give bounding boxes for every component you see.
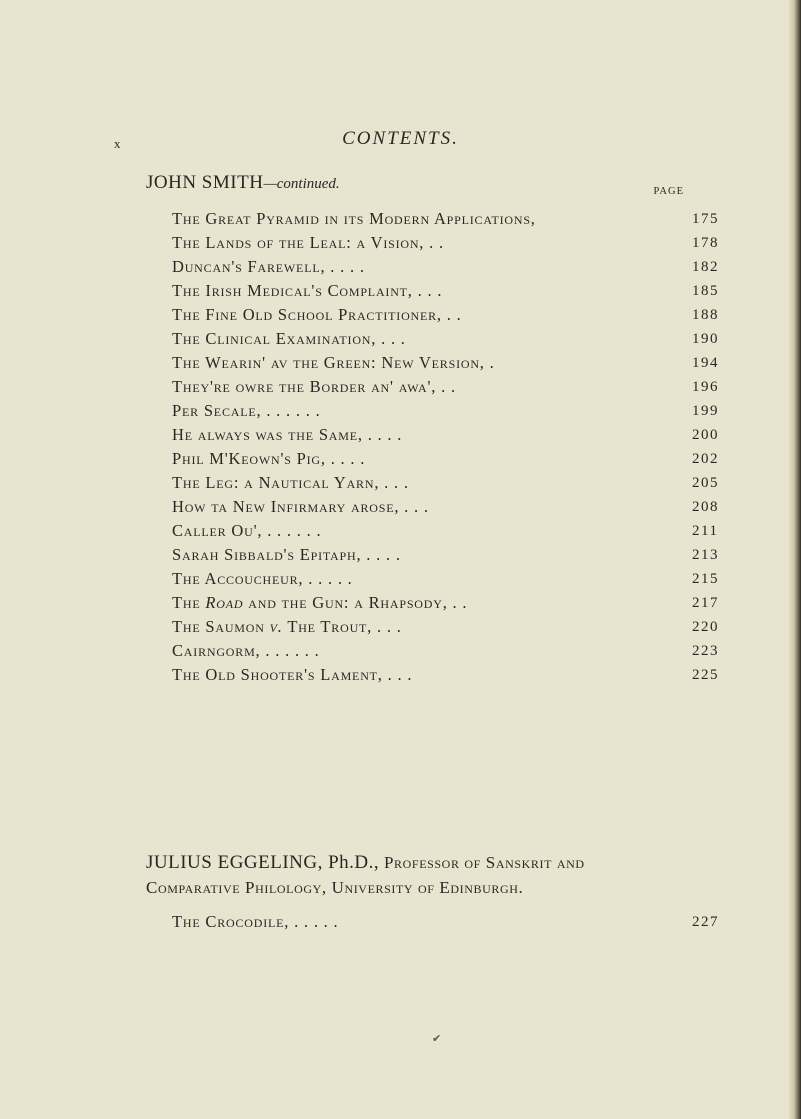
- contents-entry: [172, 447, 732, 471]
- entry-title-part: The Saumon: [172, 617, 270, 636]
- entry-page: 190: [692, 331, 719, 347]
- contents-list: [172, 910, 732, 934]
- entry-title: The Old Shooter's Lament, . . .: [172, 665, 413, 684]
- entry-page: 213: [692, 547, 719, 563]
- contents-entry: [172, 255, 732, 279]
- entry-page: 208: [692, 499, 719, 515]
- contents-entry: [172, 519, 732, 543]
- page-number: x: [114, 136, 122, 151]
- entry-title: Duncan's Farewell, . . . .: [172, 257, 365, 276]
- entry-title: The Lands of the Leal: a Vision, . .: [172, 233, 444, 252]
- entry-title: How ta New Infirmary arose, . . .: [172, 497, 429, 516]
- entry-title: Cairngorm, . . . . . .: [172, 641, 320, 660]
- entry-page: 200: [692, 427, 719, 443]
- contents-entry: [172, 231, 732, 255]
- contents-entry: [172, 639, 732, 663]
- entry-title: [172, 593, 467, 612]
- stray-ink-mark: ✔: [432, 1033, 442, 1045]
- contents-entry: [172, 910, 732, 934]
- author-affiliation-cont: Comparative Philology, University of Edinburgh.: [146, 878, 524, 897]
- entry-page: 227: [692, 914, 719, 930]
- entry-page: 215: [692, 571, 719, 587]
- entry-title: Per Secale, . . . . . .: [172, 401, 321, 420]
- entry-title-part: The Trout, . . .: [282, 617, 402, 636]
- contents-entry: [172, 663, 732, 687]
- contents-entry: [172, 399, 732, 423]
- entry-title: The Accoucheur, . . . . .: [172, 569, 353, 588]
- running-header: [0, 128, 801, 158]
- contents-entry: [172, 207, 732, 231]
- author-name: JULIUS EGGELING, Ph.D.,: [146, 852, 380, 873]
- contents-entry: [172, 543, 732, 567]
- entry-page: 185: [692, 283, 719, 299]
- entry-page: 220: [692, 619, 719, 635]
- entry-page: 196: [692, 379, 719, 395]
- entry-title: The Clinical Examination, . . .: [172, 329, 406, 348]
- entry-page: 199: [692, 403, 719, 419]
- entry-page: 205: [692, 475, 719, 491]
- entry-page: 225: [692, 667, 719, 683]
- entry-title: The Crocodile, . . . . .: [172, 912, 339, 931]
- entry-title: He always was the Same, . . . .: [172, 425, 403, 444]
- entry-page: 178: [692, 235, 719, 251]
- entry-title: The Great Pyramid in its Modern Applications,: [172, 209, 536, 228]
- entry-title-part: and the Gun: a Rhapsody, . .: [243, 593, 468, 612]
- page-edge: [789, 0, 801, 1119]
- entry-page: 202: [692, 451, 719, 467]
- contents-entry: [172, 303, 732, 327]
- author-heading: [146, 172, 706, 194]
- author-affiliation: Professor of Sanskrit and: [379, 853, 585, 872]
- contents-entry: [172, 327, 732, 351]
- author-name: JOHN SMITH: [146, 172, 264, 193]
- page-column-label: PAGE: [653, 186, 684, 197]
- author-heading: [146, 852, 706, 874]
- entry-title: They're owre the Border an' awa', . .: [172, 377, 456, 396]
- entry-page: 217: [692, 595, 719, 611]
- contents-list: [172, 207, 732, 687]
- entry-title-italic: v.: [269, 617, 283, 636]
- running-title: CONTENTS.: [342, 128, 459, 149]
- entry-title: The Fine Old School Practitioner, . .: [172, 305, 462, 324]
- entry-title: Phil M'Keown's Pig, . . . .: [172, 449, 366, 468]
- contents-entry: [172, 567, 732, 591]
- entry-title-part: The: [172, 593, 206, 612]
- entry-title: Sarah Sibbald's Epitaph, . . . .: [172, 545, 401, 564]
- entry-page: 223: [692, 643, 719, 659]
- entry-title: The Wearin' av the Green: New Version, .: [172, 353, 495, 372]
- contents-entry: [172, 375, 732, 399]
- entry-title: The Leg: a Nautical Yarn, . . .: [172, 473, 409, 492]
- section-julius-eggeling: [146, 852, 719, 962]
- entry-page: 182: [692, 259, 719, 275]
- contents-entry: [172, 615, 732, 639]
- continued-label: —continued.: [263, 176, 340, 192]
- contents-entry: [172, 495, 732, 519]
- entry-title: Caller Ou', . . . . . .: [172, 521, 322, 540]
- entry-page: 194: [692, 355, 719, 371]
- entry-title: [172, 617, 402, 636]
- entry-title-italic: Road: [205, 593, 244, 612]
- entry-page: 175: [692, 211, 719, 227]
- section-john-smith: [146, 172, 719, 772]
- contents-entry: [172, 351, 732, 375]
- contents-entry: [172, 279, 732, 303]
- contents-entry: [172, 591, 732, 615]
- contents-entry: [172, 471, 732, 495]
- entry-page: 211: [692, 523, 719, 539]
- entry-title: The Irish Medical's Complaint, . . .: [172, 281, 443, 300]
- entry-page: 188: [692, 307, 719, 323]
- contents-entry: [172, 423, 732, 447]
